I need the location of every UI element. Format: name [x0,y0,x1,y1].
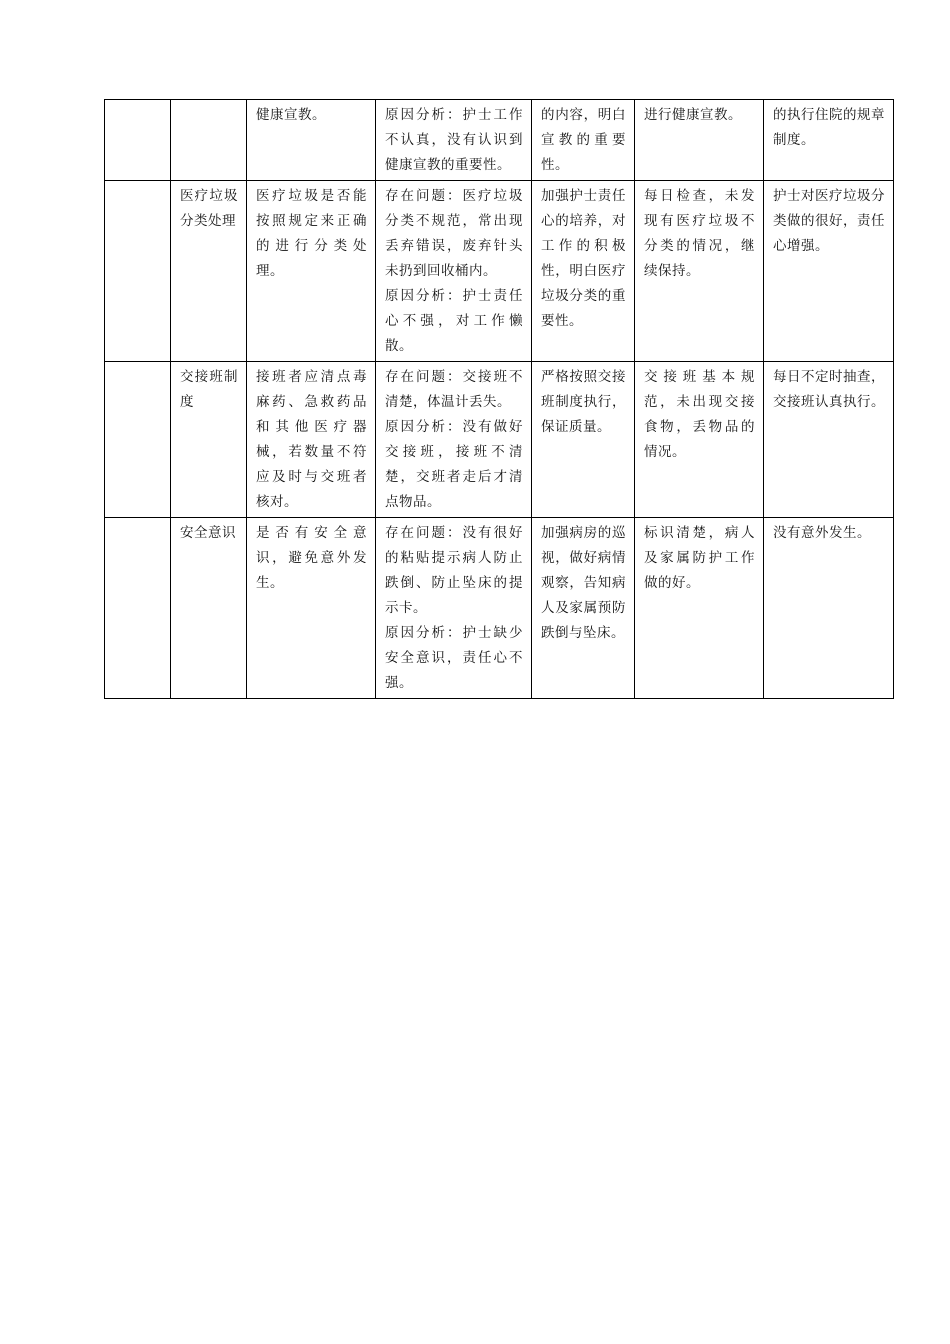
table-row [105,181,894,362]
table-cell-blank [105,181,171,362]
cause-analysis-text: 原因分析：护士责任心不强，对工作懒散。 [385,288,523,354]
cause-analysis-text: 原因分析：护士缺少安全意识，责任心不强。 [385,625,523,691]
cell-text: 护士对医疗垃圾分类做的很好，责任心增强。 [773,188,885,254]
table-cell-result [635,518,764,699]
problem-text: 存在问题：交接班不清楚，体温计丢失。 [385,369,523,410]
cell-text: 的内容，明白宣教的重要性。 [541,107,626,173]
table-cell-item [171,518,247,699]
cell-text: 原因分析：护士工作不认真，没有认识到健康宣教的重要性。 [385,107,523,173]
table-cell-blank [105,100,171,181]
cell-text: 医疗垃圾分类处理 [180,188,238,229]
cell-text: 没有意外发生。 [773,525,871,541]
cell-text: 是否有安全意识，避免意外发生。 [256,525,367,591]
problem-text: 存在问题：没有很好的粘贴提示病人防止跌倒、防止坠床的提示卡。 [385,525,523,616]
cell-text: 医疗垃圾是否能按照规定来正确的进行分类处理。 [256,188,367,279]
table-row [105,362,894,518]
table-cell-evaluation [764,181,894,362]
table-cell-measure [532,362,635,518]
table-cell-standard [247,100,376,181]
table-cell-item [171,100,247,181]
table-cell-standard [247,362,376,518]
table-row [105,518,894,699]
cell-text: 接班者应清点毒麻药、急救药品和其他医疗器械，若数量不符应及时与交班者核对。 [256,369,367,510]
cell-text: 健康宣教。 [256,107,326,123]
problem-text: 存在问题：医疗垃圾分类不规范，常出现丢弃错误，废弃针头未扔到回收桶内。 [385,188,523,279]
table-cell-blank [105,362,171,518]
table-cell-measure [532,100,635,181]
cell-text: 加强病房的巡视，做好病情观察，告知病人及家属预防跌倒与坠床。 [541,525,626,641]
cell-text: 交接班制度 [180,369,238,410]
table-cell-result [635,362,764,518]
cell-text: 每日不定时抽查，交接班认真执行。 [773,369,885,410]
table-cell-standard [247,518,376,699]
table-cell-measure [532,518,635,699]
table-cell-item [171,181,247,362]
table-cell-problem [376,518,532,699]
cell-text: 标识清楚，病人及家属防护工作做的好。 [644,525,755,591]
cell-text: 加强护士责任心的培养，对工作的积极性，明白医疗垃圾分类的重要性。 [541,188,626,329]
nursing-quality-table [104,99,894,699]
cell-text: 安全意识 [180,525,236,541]
table-cell-item [171,362,247,518]
cell-text: 严格按照交接班制度执行，保证质量。 [541,369,626,435]
cell-text: 每日检查，未发现有医疗垃圾不分类的情况，继续保持。 [644,188,755,279]
table-cell-result [635,100,764,181]
table-cell-standard [247,181,376,362]
table-cell-problem [376,181,532,362]
table-cell-evaluation [764,100,894,181]
cause-analysis-text: 原因分析：没有做好交接班，接班不清楚，交班者走后才清点物品。 [385,419,523,510]
table-cell-result [635,181,764,362]
table-cell-measure [532,181,635,362]
table-cell-problem [376,362,532,518]
table-cell-problem [376,100,532,181]
table-row [105,100,894,181]
table-cell-blank [105,518,171,699]
table-cell-evaluation [764,518,894,699]
cell-text: 进行健康宣教。 [644,107,742,123]
cell-text: 的执行住院的规章制度。 [773,107,885,148]
table-cell-evaluation [764,362,894,518]
cell-text: 交接班基本规范，未出现交接食物，丢物品的情况。 [644,369,755,460]
